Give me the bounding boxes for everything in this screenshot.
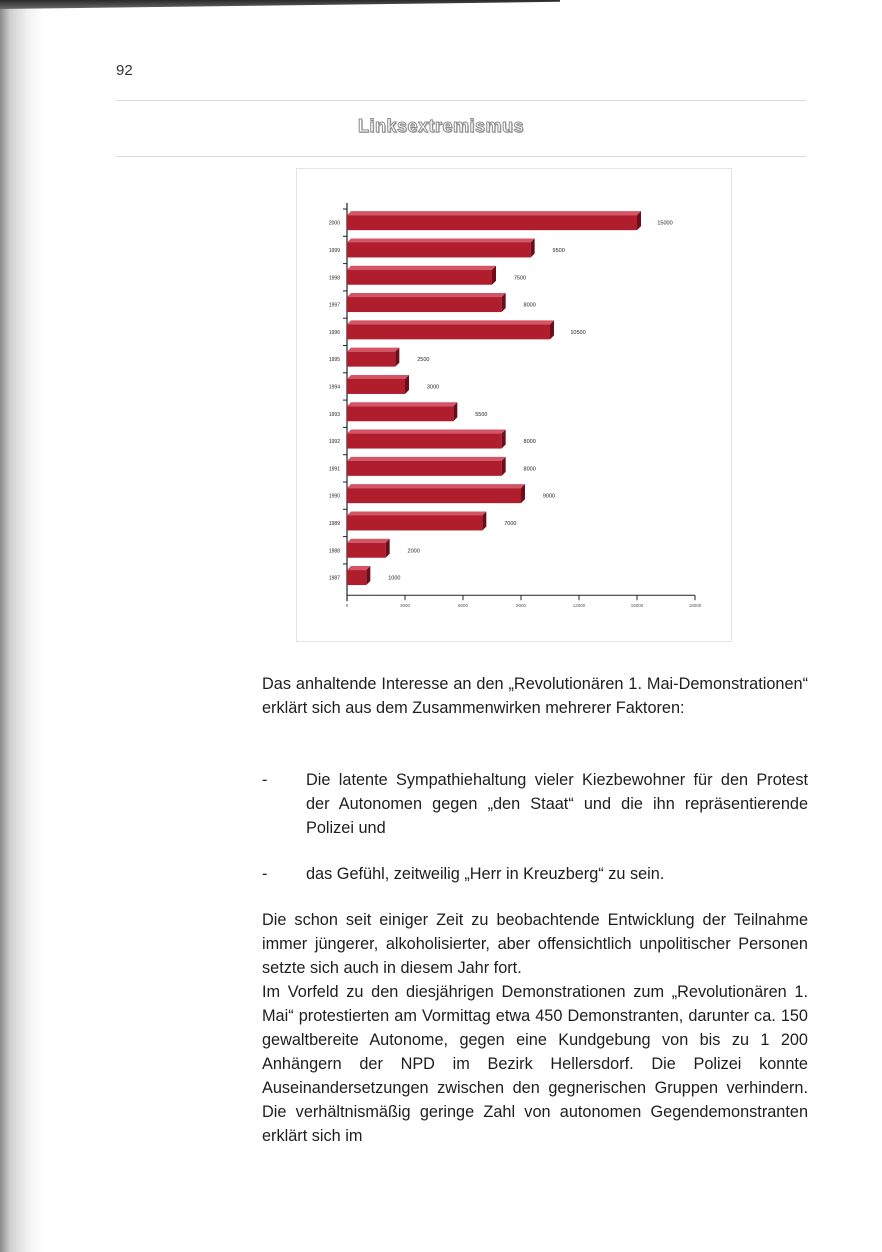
bar-top-face — [347, 211, 641, 215]
bar — [347, 215, 637, 230]
x-tick-label: 12000 — [572, 603, 586, 609]
bar-data-label: 7000 — [504, 520, 517, 527]
x-tick-label: 15000 — [630, 603, 644, 609]
bar-data-label: 8000 — [523, 302, 536, 309]
bar-data-label: 2500 — [417, 357, 430, 364]
bar — [347, 543, 386, 558]
bar-data-label: 3000 — [426, 384, 440, 391]
x-tick-label: 9000 — [515, 603, 527, 609]
bar — [347, 406, 453, 421]
bullet-text-2: das Gefühl, zeitweilig „Herr in Kreuzberg“ zu sein. — [306, 865, 665, 883]
bar-top-face — [347, 430, 506, 434]
bar-top-face — [347, 293, 506, 297]
bar — [347, 324, 550, 339]
bar-data-label: 7500 — [513, 275, 527, 282]
bar — [347, 488, 521, 503]
y-tick-label: 1997 — [328, 302, 340, 309]
bullet-marker: - — [262, 771, 268, 789]
bar-top-face — [347, 566, 370, 570]
y-tick-label: 2000 — [328, 220, 340, 227]
y-tick-label: 1987 — [328, 575, 340, 582]
header-rule-bottom — [116, 156, 806, 157]
bar-top-face — [347, 348, 399, 352]
y-tick-label: 1998 — [328, 275, 340, 282]
y-tick-label: 1995 — [328, 357, 340, 364]
x-tick-label: 18000 — [688, 603, 702, 609]
x-tick-label: 3000 — [399, 603, 411, 609]
bar — [347, 297, 502, 312]
bullet-marker: - — [262, 865, 268, 883]
bar-data-label: 9000 — [542, 493, 556, 500]
bar — [347, 461, 502, 476]
bar-top-face — [347, 402, 457, 406]
bar-data-label: 1000 — [388, 575, 401, 582]
bar — [347, 242, 531, 257]
body-text-block — [262, 908, 808, 1148]
bar-top-face — [347, 539, 390, 543]
bar-top-face — [347, 484, 525, 488]
running-title: Linksextremismus — [357, 116, 525, 136]
bar-chart-svg — [297, 169, 731, 641]
bar-data-label: 10500 — [570, 329, 586, 336]
bar-data-label: 9500 — [552, 247, 565, 254]
bar-data-label: 8000 — [523, 439, 536, 446]
y-tick-label: 1988 — [328, 548, 340, 555]
bar-top-face — [347, 375, 409, 379]
paragraph-1: Das anhaltende Interesse an den „Revolutionären 1. Mai-Demonstrationen“ erklärt sich aus dem Zusammenwirken mehrerer Faktoren: — [262, 675, 808, 717]
bar — [347, 515, 482, 530]
y-tick-label: 1991 — [328, 466, 340, 473]
bullet-text-1: Die latente Sympathiehaltung vieler Kiezbewohner für den Protest der Autonomen gegen „den Staat“ und die ihn repräsentierende Polizei und — [306, 771, 808, 837]
paragraph-2: Die schon seit einiger Zeit zu beobachtende Entwicklung der Teilnahme immer jüngerer, alkoholisierter, aber offensichtlich unpolitischer Personen setzte sich auch in diesem Jahr fort. — [262, 911, 808, 977]
bar-top-face — [347, 238, 535, 242]
y-tick-label: 1993 — [328, 411, 340, 418]
bar-data-label: 2000 — [407, 548, 420, 555]
x-tick-label: 0 — [345, 603, 349, 609]
x-tick-label: 6000 — [457, 603, 469, 609]
bar-top-face — [347, 457, 506, 461]
bar — [347, 570, 366, 585]
y-tick-label: 1996 — [328, 329, 340, 336]
bar — [347, 434, 502, 449]
top-edge-rule — [0, 0, 560, 9]
bar-chart — [296, 168, 732, 642]
bar-top-face — [347, 511, 486, 515]
bar — [347, 379, 405, 394]
bar-data-label: 15000 — [657, 220, 673, 227]
bar-top-face — [347, 320, 554, 324]
bar — [347, 352, 395, 367]
bar — [347, 270, 492, 285]
page-binding-shadow — [0, 0, 44, 1252]
y-tick-label: 1994 — [328, 384, 340, 391]
y-tick-label: 1989 — [328, 520, 340, 527]
page-number: 92 — [116, 62, 133, 79]
y-tick-label: 1992 — [328, 439, 340, 446]
paragraph-3: Im Vorfeld zu den diesjährigen Demonstrationen zum „Revolutionären 1. Mai“ protestierten am Vormittag etwa 450 Demonstranten, darunter ca. 150 gewaltbereite Autonome, gegen eine Kundgebung von bis zu 1 200 Anhängern der NPD im Bezirk Hellersdorf. Die Polizei konnte Auseinandersetzungen zwischen den gegnerischen Gruppen verhindern. Die verhältnismäßig geringe Zahl von autonomen Gegendemonstranten erklärt sich im — [262, 983, 808, 1145]
y-tick-label: 1990 — [328, 493, 340, 500]
header-rule-top — [116, 100, 806, 101]
y-tick-label: 1999 — [328, 247, 340, 254]
bar-top-face — [347, 266, 496, 270]
bar-data-label: 5500 — [475, 411, 488, 418]
bar-data-label: 8000 — [523, 466, 536, 473]
